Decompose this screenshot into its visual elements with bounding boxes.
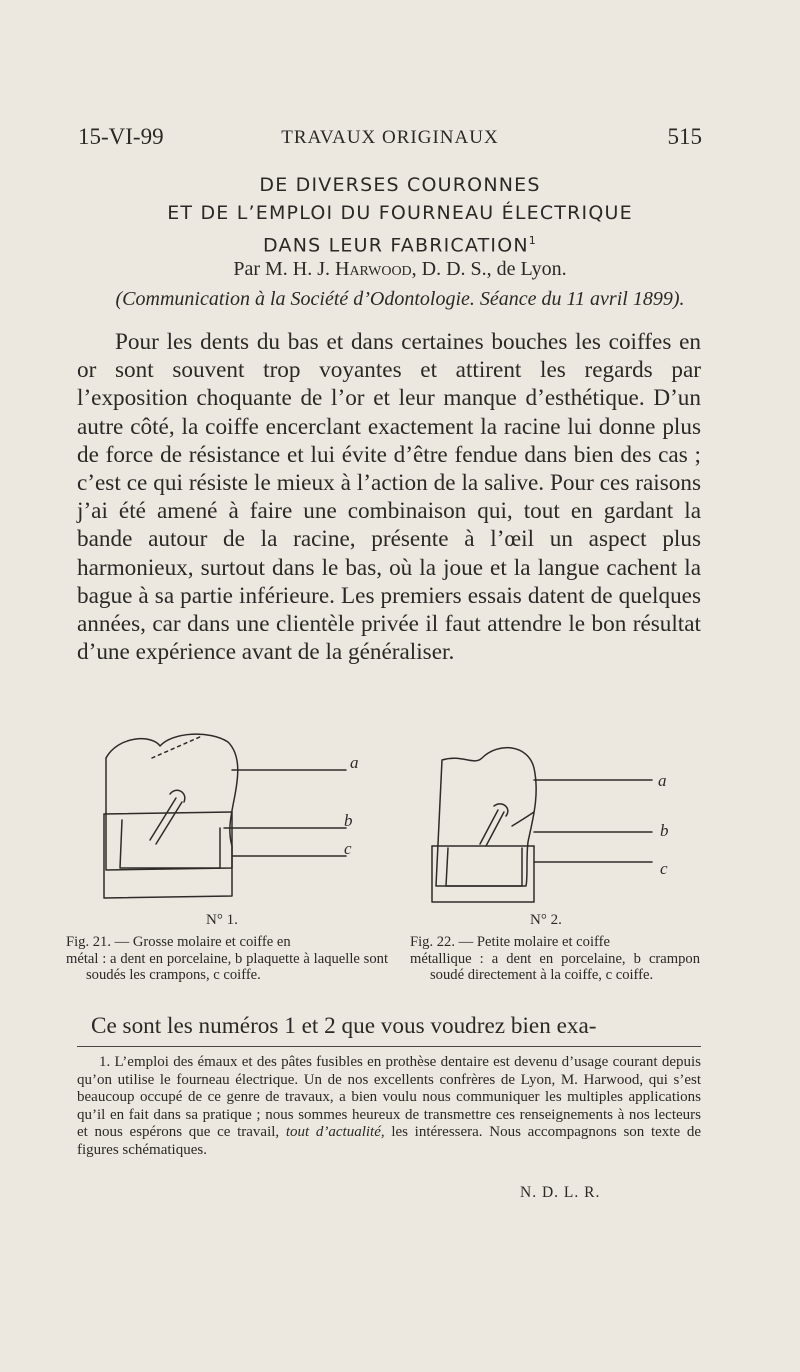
figure-2-crampon (480, 804, 508, 846)
figure-2-label-c: c (660, 859, 668, 878)
article-title-line-3 (70, 230, 730, 256)
figure-1-number: N° 1. (206, 912, 238, 928)
footnote-divider (77, 1046, 701, 1047)
figure-2-band-inner (446, 848, 522, 886)
footnote-italic: tout d’actualité (285, 1124, 381, 1141)
author-line (70, 258, 730, 281)
figure-1-caption-rest: métal : a dent en porcelaine, b plaquette à laquelle sont soudés les crampons, c coiffe. (66, 950, 388, 983)
title-text: DANS LEUR FABRICATION (263, 234, 529, 257)
figure-2-label-a: a (658, 771, 667, 790)
figure-1-band-inner (120, 820, 220, 868)
figure-1-crown-outline (106, 734, 238, 870)
running-header (78, 124, 702, 158)
figure-1-caption (66, 934, 388, 984)
figure-1-caption-head: Fig. 21. — Grosse molaire et coiffe en (66, 934, 291, 950)
footnote-number: 1. (99, 1054, 111, 1070)
article-title-line-1: DE DIVERSES COURONNES (259, 174, 541, 196)
footnote-marker[interactable]: 1 (528, 234, 537, 247)
author-suffix: , D. D. S., de Lyon. (411, 258, 567, 280)
header-section: TRAVAUX ORIGINAUX (281, 127, 499, 148)
header-date: 15-VI-99 (78, 124, 164, 149)
figure-2-drawing (422, 736, 692, 908)
figure-1-crampon (150, 790, 185, 844)
figure-2-caption-rest: métallique : a dent en porcelaine, b crampon soudé directement à la coiffe, c coiffe. (410, 950, 700, 983)
editor-signature: N. D. L. R. (520, 1184, 601, 1201)
paragraph-2: Ce sont les numéros 1 et 2 que vous voudrez bien exa- (91, 1013, 597, 1039)
figure-2-number: N° 2. (530, 912, 562, 928)
article-title-line-2: ET DE L’EMPLOI DU FOURNEAU ÉLECTRIQUE (167, 202, 633, 224)
page-number: 515 (667, 124, 702, 149)
paragraph-1: Pour les dents du bas et dans certaines bouches les coiffes en or sont souvent trop voyantes et attirent les regards par l’exposition choquante de l’or et leur manque d’esthétique. D’un autre côté, la coiffe encerclant exactement la racine lui donne plus de force de résistance et lui évite d’être fendue dans bien des cas ; c’est ce qui résiste le mieux à l’action de la salive. Pour ces raisons j’ai été amené à faire une combinaison qui, tout en gardant la bande autour de la racine, présente à l’œil un aspect plus harmonieux, surtout dans le bas, où la joue et la langue cachent la bague à sa partie inférieure. Les premiers essais datent de quelques années, car dans une clientèle privée il faut attendre le bon résultat d’une expérience avant de la généraliser. (77, 329, 701, 666)
author-name: Harwood (335, 258, 412, 280)
figure-1-drawing (92, 728, 382, 910)
figure-2-caption (410, 934, 700, 984)
figure-2-label-b: b (660, 821, 669, 840)
footnote-text-1: L’emploi des émaux et des pâtes fusibles en prothèse dentaire est devenu d’usage courant depuis qu’on utilise le fourneau électrique. Un de nos excellents confrères de Lyon, M. Harwood, qui s’est beaucoup occupé de ce genre de travaux, a bien voulu nous communiquer les multiples applications qu’il en fait dans sa pratique ; nous sommes heureux de transmettre ces renseignements à nos lecteurs et nous espérons que ce travail, (77, 1054, 701, 1141)
venue-line: (Communication à la Société d’Odontologie. Séance du 11 avril 1899). (115, 288, 685, 310)
footnote-text-2: , les intéressera. Nous accompagnons son texte de figures schématiques. (77, 1124, 701, 1158)
author-prefix: Par M. H. J. (233, 258, 335, 280)
footnote (77, 1054, 701, 1160)
figure-1-label-b: b (344, 811, 353, 830)
figure-2-crown-outline (436, 748, 536, 886)
figure-2-caption-head: Fig. 22. — Petite molaire et coiffe (410, 934, 610, 950)
figure-1-label-a: a (350, 753, 359, 772)
figure-1-label-c: c (344, 839, 352, 858)
